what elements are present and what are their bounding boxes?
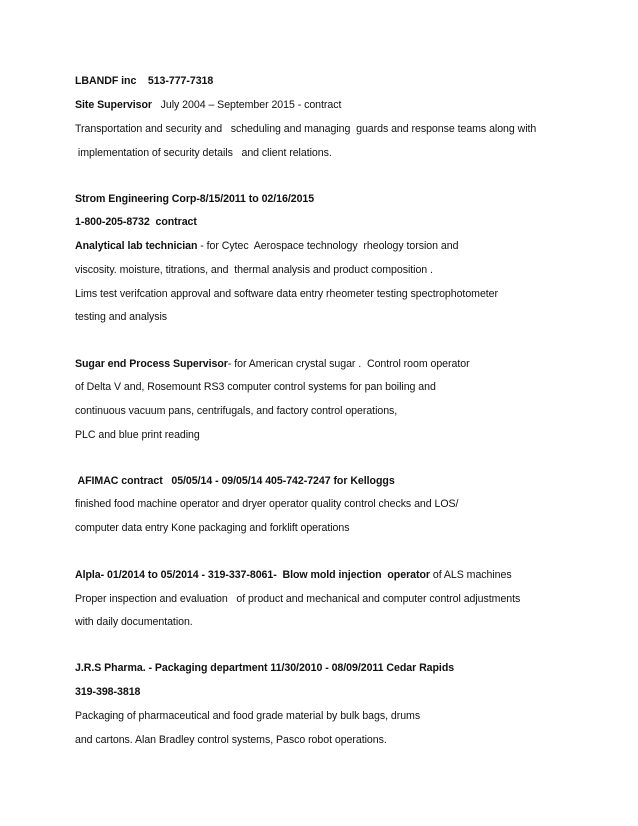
entry-1-title-bold: Site Supervisor	[75, 99, 152, 111]
entry-4-line-2: computer data entry Kone packaging and forklift operations	[75, 522, 350, 534]
entry-5-line-1: Proper inspection and evaluation of product and mechanical and computer control adjustments	[75, 593, 521, 605]
entry-5-line-2: with daily documentation.	[75, 616, 193, 628]
entry-1-title-rest: July 2004 – September 2015 - contract	[151, 99, 342, 111]
entry-2-line-3: testing and analysis	[75, 311, 168, 323]
entry-6-heading: J.R.S Pharma. - Packaging department 11/30/2010 - 08/09/2011 Cedar Rapids	[75, 662, 455, 674]
entry-3-title-bold: Sugar end Process Supervisor	[75, 358, 228, 370]
entry-2-title	[75, 239, 458, 253]
entry-4-heading: AFIMAC contract 05/05/14 - 09/05/14 405-742-7247 for Kelloggs	[75, 475, 395, 487]
entry-5-title-rest: of ALS machines	[429, 569, 512, 581]
entry-2-title-rest: - for Cytec Aerospace technology rheology torsion and	[197, 240, 459, 252]
entry-5-title	[75, 568, 512, 582]
entry-4-line-1: finished food machine operator and dryer operator quality control checks and LOS/	[75, 498, 459, 510]
entry-6-line-1: Packaging of pharmaceutical and food grade material by bulk bags, drums	[75, 710, 421, 722]
entry-3-line-2: continuous vacuum pans, centrifugals, and factory control operations,	[75, 405, 398, 417]
entry-2-title-bold: Analytical lab technician	[75, 240, 198, 252]
entry-1-heading: LBANDF inc 513-777-7318	[75, 75, 214, 87]
entry-2-line-1: viscosity. moisture, titrations, and thermal analysis and product composition .	[75, 264, 433, 276]
entry-6-heading-2: 319-398-3818	[75, 686, 141, 698]
entry-1-title	[75, 98, 341, 112]
entry-1-line-1: Transportation and security and scheduling and managing guards and response teams along with	[75, 123, 537, 135]
entry-3-line-1: of Delta V and, Rosemount RS3 computer control systems for pan boiling and	[75, 381, 436, 393]
entry-1-line-2: implementation of security details and client relations.	[75, 147, 332, 159]
entry-2-line-2: Lims test verifcation approval and software data entry rheometer testing spectrophotometer	[75, 288, 499, 300]
entry-3-line-3: PLC and blue print reading	[75, 429, 200, 441]
entry-5-title-bold: Alpla- 01/2014 to 05/2014 - 319-337-8061- Blow mold injection operator	[75, 569, 430, 581]
entry-2-heading: Strom Engineering Corp-8/15/2011 to 02/16/2015	[75, 193, 315, 205]
entry-3-title-rest: - for American crystal sugar . Control room operator	[227, 358, 470, 370]
entry-3-title	[75, 357, 470, 371]
entry-2-heading-2: 1-800-205-8732 contract	[75, 216, 197, 228]
entry-6-line-2: and cartons. Alan Bradley control systems, Pasco robot operations.	[75, 734, 387, 746]
